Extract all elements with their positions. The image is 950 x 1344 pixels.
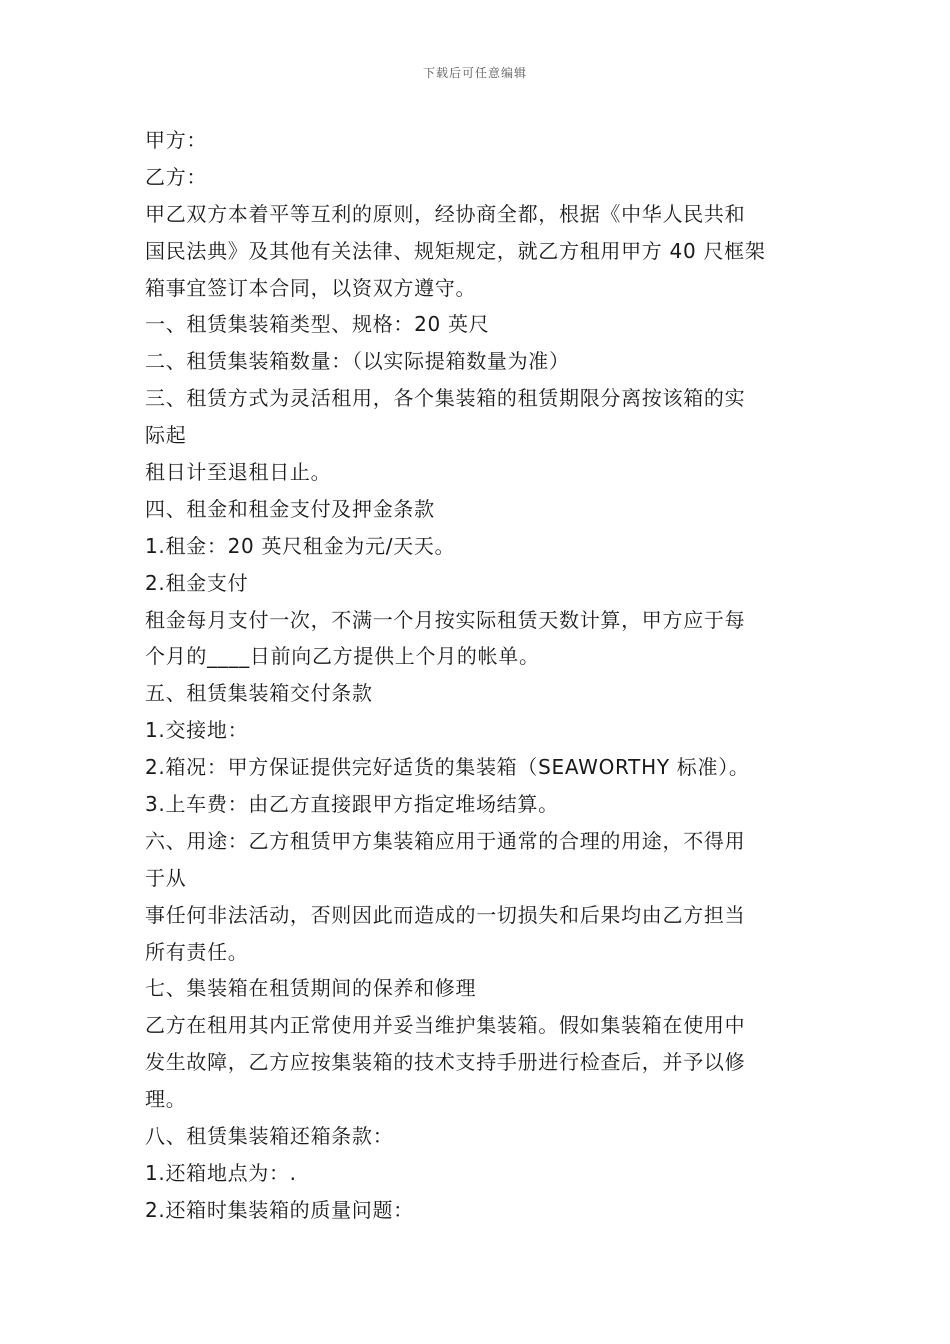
clause-4-heading: 四、租金和租金支付及押金条款 [145,496,435,521]
clause-4-item: 2.租金支付 [145,570,249,595]
clause-4-item: 1.租金：20 英尺租金为元/天天。 [145,533,456,558]
clause-5-item: 3.上车费：由乙方直接跟甲方指定堆场结算。 [145,792,559,817]
clause-7-heading: 七、集装箱在租赁期间的保养和修理 [145,976,477,1001]
clause-8-item: 1.还箱地点为：. [145,1160,297,1185]
party-b-line: 乙方： [145,164,208,189]
clause-5-item: 1.交接地： [145,718,249,743]
clause-4-paragraph-line: 个月的____日前向乙方提供上个月的帐单。 [145,644,540,669]
clause-3-line: 三、租赁方式为灵活租用，各个集装箱的租赁期限分离按该箱的实 [145,386,746,411]
clause-6-line: 六、用途：乙方租赁甲方集装箱应用于通常的合理的用途，不得用 [145,828,746,853]
clause-6-line: 于从 [145,865,187,890]
clause-5-heading: 五、租赁集装箱交付条款 [145,681,373,706]
clause-4-paragraph-line: 租金每月支付一次，不满一个月按实际租赁天数计算，甲方应于每 [145,607,746,632]
clause-7-paragraph-line: 乙方在租用其内正常使用并妥当维护集装箱。假如集装箱在使用中 [145,1013,746,1038]
intro-paragraph-line: 箱事宜签订本合同，以资双方遵守。 [145,275,477,300]
clause-8-item: 2.还箱时集装箱的质量问题： [145,1197,414,1222]
contract-body [145,122,820,1229]
clause-3-line: 际起 [145,423,187,448]
clause-6-line: 事任何非法活动，否则因此而造成的一切损失和后果均由乙方担当 [145,902,746,927]
intro-paragraph-line: 国民法典》及其他有关法律、规矩规定，就乙方租用甲方 40 尺框架 [145,238,766,263]
clause-2-heading: 二、租赁集装箱数量：（以实际提箱数量为准） [145,349,570,374]
clause-7-paragraph-line: 理。 [145,1087,187,1112]
party-a-line: 甲方： [145,128,208,152]
clause-3-line: 租日计至退租日止。 [145,460,332,485]
clause-6-line: 所有责任。 [145,939,249,964]
clause-8-heading: 八、租赁集装箱还箱条款： [145,1124,394,1149]
page-header: 下载后可任意编辑 [422,66,527,80]
intro-paragraph-line: 甲乙双方本着平等互利的原则，经协商全都，根据《中华人民共和 [145,201,746,226]
clause-5-item: 2.箱况：甲方保证提供完好适货的集装箱（SEAWORTHY 标准）。 [145,755,750,780]
clause-7-paragraph-line: 发生故障，乙方应按集装箱的技术支持手册进行检查后，并予以修 [145,1050,746,1075]
clause-1-heading: 一、租赁集装箱类型、规格：20 英尺 [145,312,490,337]
